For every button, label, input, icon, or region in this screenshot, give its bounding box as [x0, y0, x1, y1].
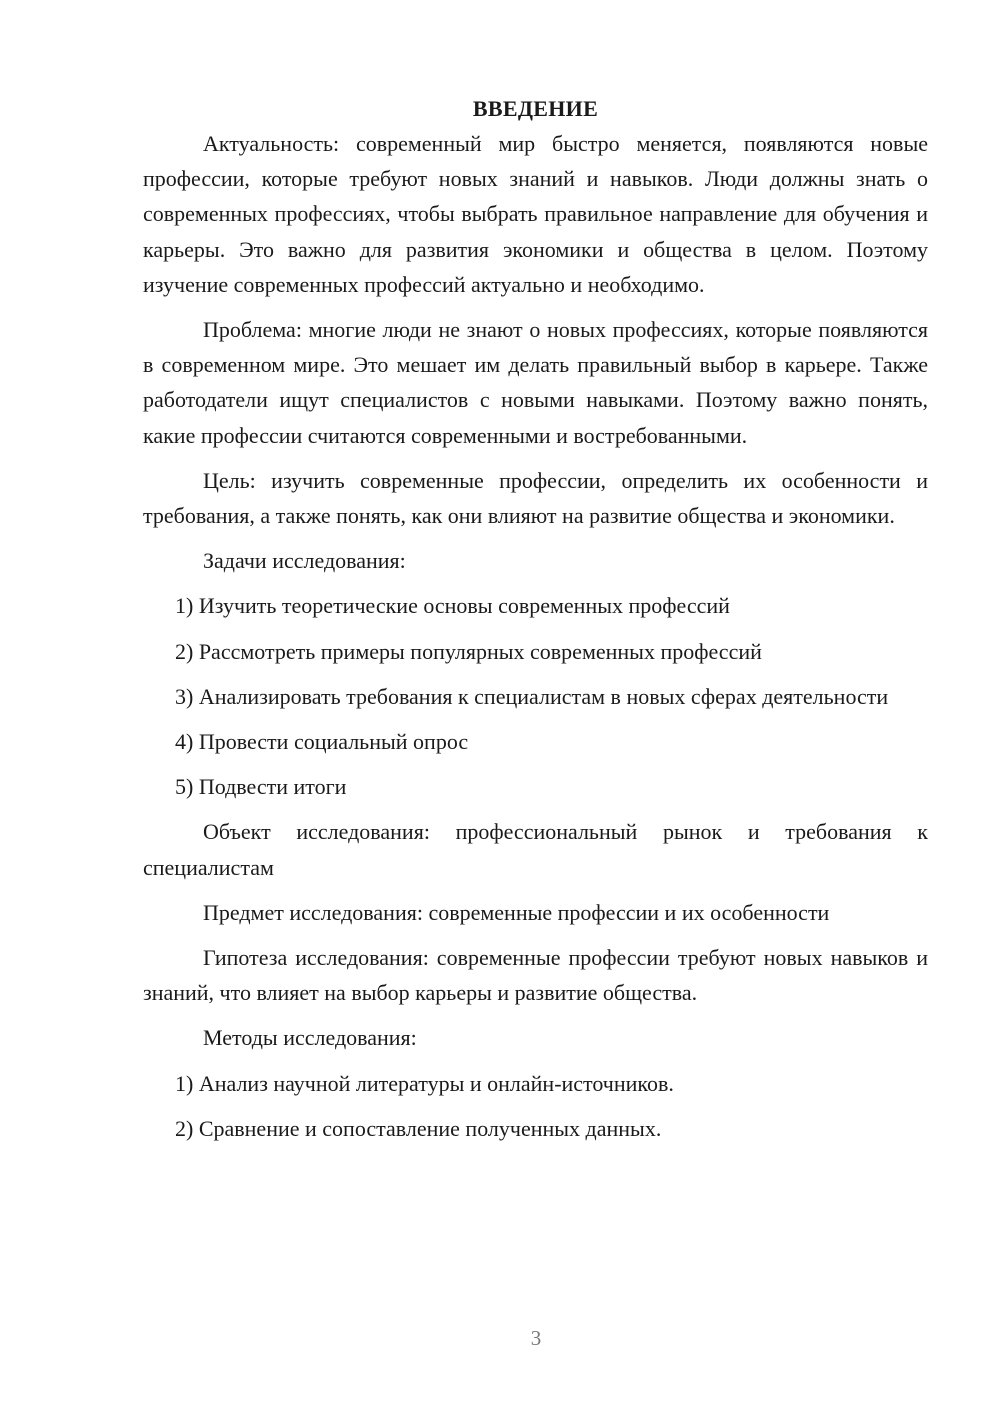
document-page	[143, 92, 928, 1156]
goal-paragraph: Цель: изучить современные профессии, определить их особенности и требования, а также понять, как они влияют на развитие общества и экономики.	[143, 467, 928, 529]
relevance-paragraph: Актуальность: современный мир быстро меняется, появляются новые профессии, которые требуют новых знаний и навыков. Люди должны знать о современных профессиях, чтобы выбрать правильное направление для обучения и карьеры. Это важно для развития экономики и общества в целом. Поэтому изучение современных профессий актуально и необходимо.	[143, 131, 928, 297]
problem-paragraph: Проблема: многие люди не знают о новых профессиях, которые появляются в современном мире. Это мешает им делать правильный выбор в карьере. Также работодатели ищут специалистов с новыми навыками. Поэтому важно понять, какие профессии считаются современными и востребованными.	[143, 317, 928, 448]
hypothesis-paragraph: Гипотеза исследования: современные профессии требуют новых навыков и знаний, что влияет на выбор карьеры и развитие общества.	[143, 945, 928, 1006]
tasks-title: Задачи исследования:	[203, 548, 406, 574]
methods-list	[143, 1066, 928, 1146]
list-item: 3) Анализировать требования к специалистам в новых сферах деятельности	[175, 683, 889, 709]
list-item: 4) Провести социальный опрос	[175, 729, 469, 755]
list-item: 2) Сравнение и сопоставление полученных данных.	[175, 1115, 662, 1141]
page-number: 3	[530, 1326, 542, 1350]
object-paragraph: Объект исследования: профессиональный рынок и требования к специалистам	[143, 819, 928, 880]
list-item: 2) Рассмотреть примеры популярных современных профессий	[175, 638, 762, 664]
subject-paragraph: Предмет исследования: современные профессии и их особенности	[203, 899, 830, 925]
page-title: ВВЕДЕНИЕ	[472, 96, 599, 121]
methods-title: Методы исследования:	[203, 1025, 417, 1051]
tasks-list	[143, 588, 928, 804]
list-item: 1) Анализ научной литературы и онлайн-источников.	[175, 1070, 674, 1096]
list-item: 1) Изучить теоретические основы современных профессий	[175, 593, 730, 619]
list-item: 5) Подвести итоги	[175, 774, 347, 800]
